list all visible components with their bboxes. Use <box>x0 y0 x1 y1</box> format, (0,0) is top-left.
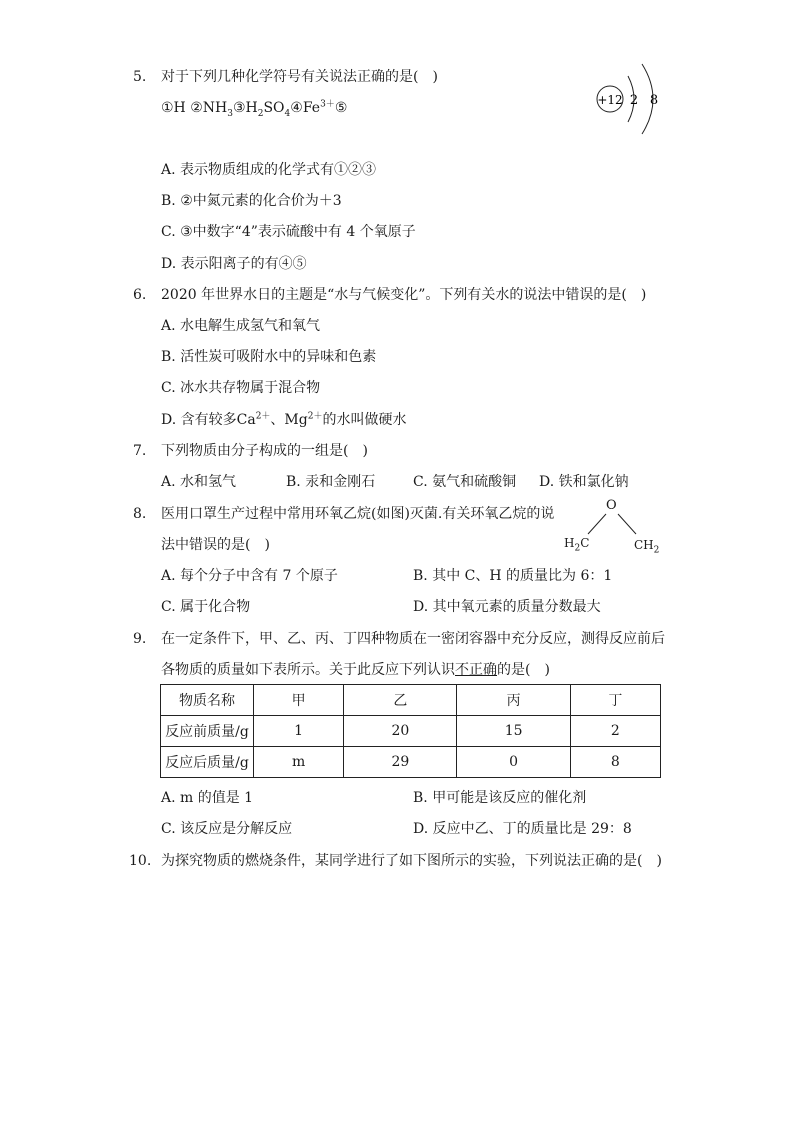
table-cell: 0 <box>457 747 570 778</box>
question-stem: 对于下列几种化学符号有关说法正确的是( ) <box>161 69 438 85</box>
nucleus-charge: +12 <box>597 93 623 107</box>
table-cell: 15 <box>457 716 570 747</box>
option-a: A. 每个分子中含有 7 个原子 <box>161 568 338 584</box>
question-number: 5. <box>133 69 147 85</box>
ethylene-oxide-structure <box>562 496 662 556</box>
question-stem-cont: 法中错误的是( ) <box>161 537 270 553</box>
table-cell: 8 <box>570 747 660 778</box>
table-row <box>161 747 661 778</box>
right-carbon-group: $CH_2$ <box>634 538 660 556</box>
question-stem-cont: 各物质的质量如下表所示。关于此反应下列认识不正确的是( ) <box>161 662 550 678</box>
question-number: 10. <box>129 853 152 869</box>
option-c: C. 属于化合物 <box>161 599 251 615</box>
table-cell: 反应前质量/g <box>161 716 254 747</box>
question-stem: 2020 年世界水日的主题是“水与气候变化”。下列有关水的说法中错误的是( ) <box>161 287 647 303</box>
option-c: C. ③中数字“4”表示硫酸中有 4 个氧原子 <box>161 224 416 240</box>
option-b: B. ②中氮元素的化合价为＋3 <box>161 193 342 209</box>
table-header-cell: 物质名称 <box>161 685 254 716</box>
option-a: A. m 的值是 1 <box>161 790 254 806</box>
table-header-row <box>161 685 661 716</box>
option-c: C. 该反应是分解反应 <box>161 821 293 837</box>
table-cell: m <box>254 747 344 778</box>
left-carbon-group: $H_2C$ <box>564 536 590 554</box>
oxygen-atom: O <box>606 498 617 513</box>
option-a: A. 表示物质组成的化学式有①②③ <box>161 162 377 178</box>
option-c: C. 冰水共存物属于混合物 <box>161 380 321 396</box>
option-d: D. 其中氧元素的质量分数最大 <box>413 599 601 615</box>
option-d: D. 铁和氯化钠 <box>539 474 629 490</box>
option-b: B. 汞和金刚石 <box>286 474 376 490</box>
table-cell: 20 <box>344 716 457 747</box>
shell-2-electrons: 8 <box>649 93 659 108</box>
question-stem: 为探究物质的燃烧条件，某同学进行了如下图所示的实验，下列说法正确的是( ) <box>161 853 662 869</box>
table-header-cell: 丙 <box>457 685 570 716</box>
option-d: D. 表示阳离子的有④⑤ <box>161 256 307 272</box>
option-a: A. 水电解生成氢气和氧气 <box>161 318 321 334</box>
option-b: B. 其中 C、H 的质量比为 6：1 <box>413 568 613 584</box>
question-stem: 医用口罩生产过程中常用环氧乙烷(如图)灭菌.有关环氧乙烷的说 <box>161 506 555 522</box>
table-cell: 2 <box>570 716 660 747</box>
option-c: C. 氨气和硫酸铜 <box>413 474 517 490</box>
mass-table <box>160 684 661 778</box>
table-header-cell: 乙 <box>344 685 457 716</box>
question-number: 6. <box>133 287 147 303</box>
option-b: B. 活性炭可吸附水中的异味和色素 <box>161 349 377 365</box>
question-number: 7. <box>133 443 147 459</box>
option-a: A. 水和氢气 <box>161 474 237 490</box>
table-cell: 1 <box>254 716 344 747</box>
question-number: 8. <box>133 506 147 522</box>
table-cell: 反应后质量/g <box>161 747 254 778</box>
option-b: B. 甲可能是该反应的催化剂 <box>413 790 587 806</box>
question-stem: 下列物质由分子构成的一组是( ) <box>161 443 368 459</box>
shell-1-electrons: 2 <box>629 93 639 108</box>
option-d: D. 含有较多$Ca^{2+}$、$Mg^{2+}$的水叫做硬水 <box>161 411 407 428</box>
table-header-cell: 甲 <box>254 685 344 716</box>
table-row <box>161 716 661 747</box>
atom-structure-diagram <box>590 62 670 136</box>
chemical-symbols: ①H $②NH_3③H_2SO_4④Fe^{3+}⑤$ <box>161 99 348 119</box>
table-header-cell: 丁 <box>570 685 660 716</box>
table-cell: 29 <box>344 747 457 778</box>
option-d: D. 反应中乙、丁的质量比是 29：8 <box>413 821 632 837</box>
question-number: 9. <box>133 631 147 647</box>
question-stem: 在一定条件下，甲、乙、丙、丁四种物质在一密闭容器中充分反应，测得反应前后 <box>161 631 665 647</box>
